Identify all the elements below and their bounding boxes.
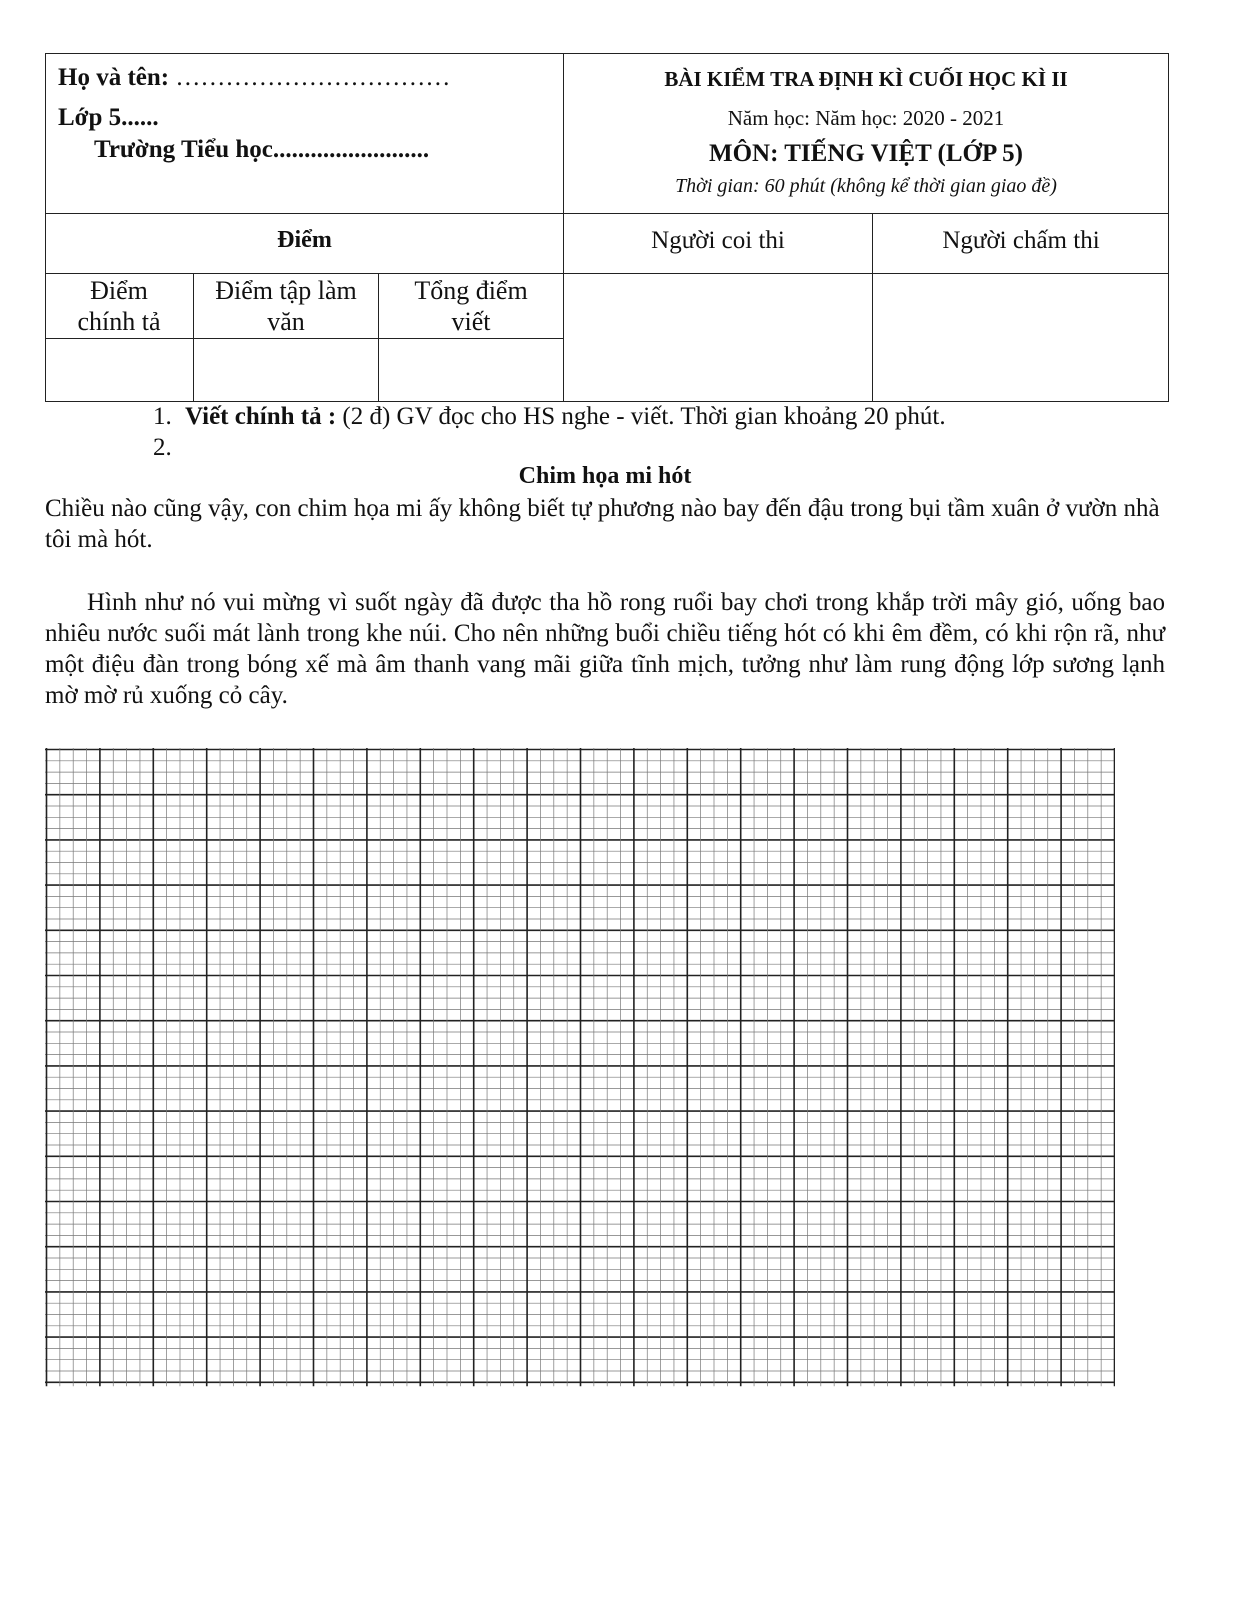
grader-header: Người chấm thi: [942, 227, 1100, 254]
invigilator-signature-cell[interactable]: [565, 275, 871, 401]
school-label[interactable]: Trường Tiểu học.........................: [94, 136, 430, 163]
task-item-1-bold: Viết chính tả :: [185, 403, 337, 430]
task-item-1-number: 1.: [153, 403, 172, 430]
spelling-score-cell[interactable]: [46, 340, 192, 401]
grader-signature-cell[interactable]: [874, 275, 1168, 401]
essay-score-label: Điểm tập làm văn: [215, 276, 357, 336]
spelling-score-label: Điểm chính tả: [77, 276, 161, 336]
exam-title: BÀI KIỂM TRA ĐỊNH KÌ CUỐI HỌC KÌ II: [664, 67, 1068, 91]
passage-paragraph-1: Chiều nào cũng vậy, con chim họa mi ấy không biết tự phương nào bay đến đậu trong bụi tầm xuân ở vườn nhà tôi mà hót.: [45, 495, 1160, 553]
passage-paragraph-2: Hình như nó vui mừng vì suốt ngày đã được tha hồ rong ruổi bay chơi trong khắp trời mây gió, uống bao nhiêu nước suối mát lành trong khe núi. Cho nên những buổi chiều tiếng hót có khi êm đềm, có khi rộn rã, như một điệu đàn trong bóng xế mà âm thanh vang mãi giữa tĩnh mịch, tưởng như làm rung động lớp sương lạnh mờ mờ rủ xuống cỏ cây.: [45, 589, 1165, 709]
task-item-2-number: 2.: [153, 434, 172, 461]
class-label[interactable]: Lớp 5......: [58, 104, 159, 131]
student-name-label: Họ và tên:: [58, 64, 170, 91]
duration: Thời gian: 60 phút (không kể thời gian giao đề): [675, 175, 1057, 197]
score-header: Điểm: [277, 227, 332, 253]
table-line: [45, 213, 1169, 214]
essay-score-cell[interactable]: [195, 340, 377, 401]
total-writing-score-label: Tổng điểm viết: [414, 276, 528, 336]
subject-title: MÔN: TIẾNG VIỆT (LỚP 5): [709, 140, 1023, 167]
school-year: Năm học: Năm học: 2020 - 2021: [727, 106, 1005, 130]
task-item-1-text: (2 đ) GV đọc cho HS nghe - viết. Thời gian khoảng 20 phút.: [342, 403, 946, 430]
task-item-2: [153, 434, 185, 462]
total-writing-score-cell[interactable]: [380, 340, 562, 401]
student-name-field[interactable]: [58, 64, 450, 92]
passage-title: Chim họa mi hót: [518, 463, 692, 489]
invigilator-header: Người coi thi: [651, 227, 785, 254]
writing-grid[interactable]: [45, 748, 1115, 1393]
task-item-1: [153, 403, 946, 431]
student-name-dots: ……………………………: [175, 64, 451, 91]
